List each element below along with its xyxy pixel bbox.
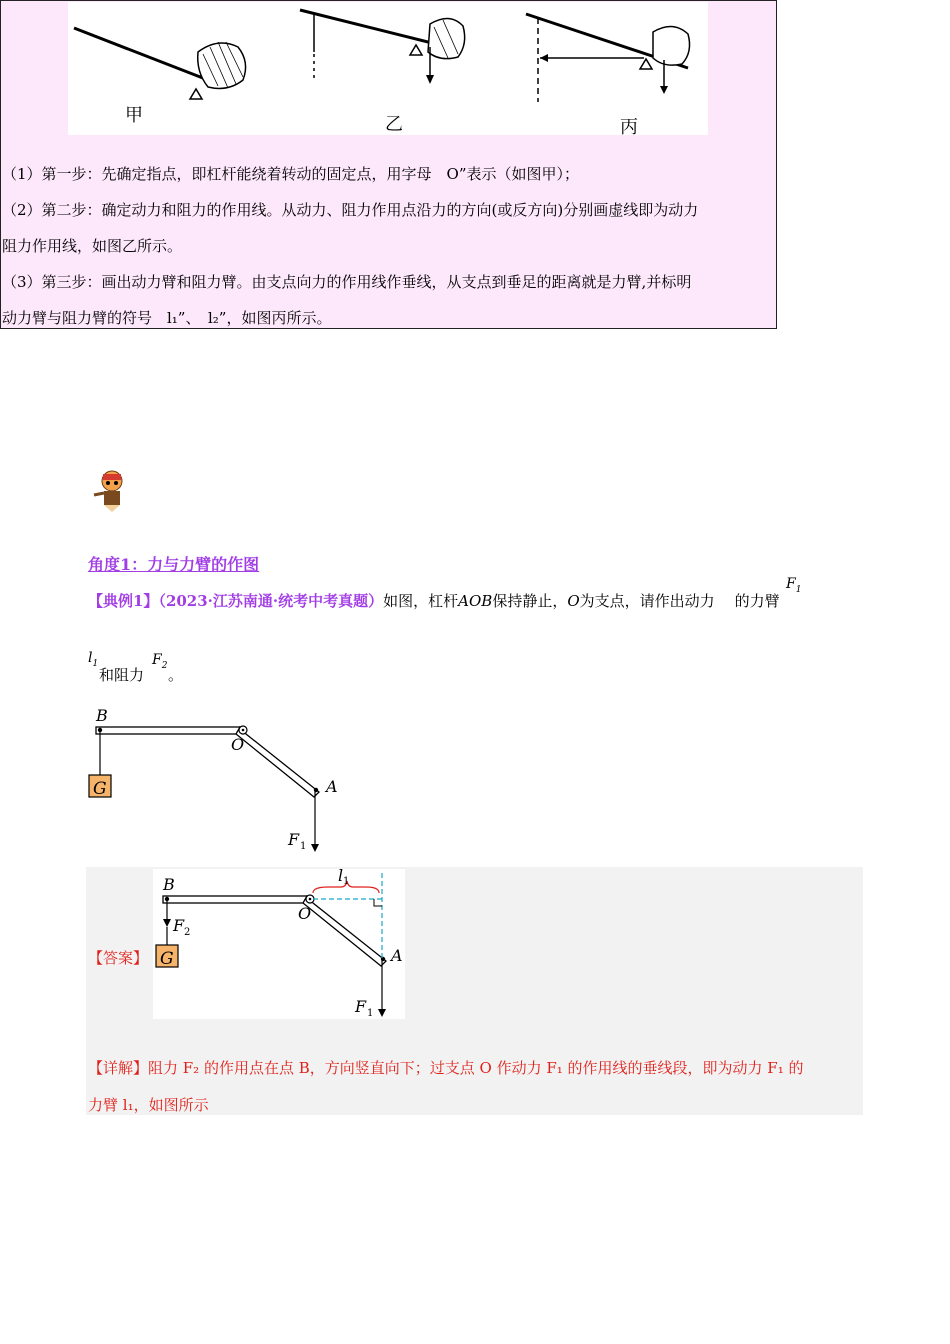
example-question	[88, 590, 780, 611]
step-3: （3）第三步：画出动力臂和阻力臂。由支点向力的作用线作垂线，从支点到垂足的距离就是力臂,并标明	[2, 273, 692, 291]
o-symbol: O	[567, 592, 580, 610]
fulcrum-triangle	[410, 45, 422, 55]
figure-jia	[74, 28, 246, 99]
svg-text:1: 1	[343, 876, 350, 887]
question-text: 保持静止，	[492, 592, 568, 610]
question-line2: 和阻力 。	[99, 666, 184, 684]
f2-arrowhead	[426, 75, 434, 84]
svg-text:G: G	[160, 949, 174, 969]
pencil-mascot-icon	[90, 465, 132, 513]
answer-figure	[153, 869, 405, 1019]
svg-text:B: B	[163, 875, 175, 894]
right-angle-mark	[374, 899, 382, 906]
svg-text:1: 1	[367, 1008, 374, 1019]
question-text: 为支点，请作出动力	[579, 592, 715, 610]
figure-yi	[300, 10, 465, 84]
label-a: A	[326, 777, 338, 796]
svg-text:l: l	[338, 869, 344, 885]
lever-oa	[236, 727, 319, 797]
question-figure	[86, 700, 356, 860]
f2-arrowhead	[660, 86, 668, 94]
label-b: B	[96, 706, 108, 725]
label-g: G	[93, 779, 107, 799]
svg-text:1: 1	[300, 841, 307, 852]
svg-text:A: A	[391, 946, 403, 965]
detail-line-1: 【详解】阻力 F₂ 的作用点在点 B，方向竖直向下；过支点 O 作动力 F₁ 的作用线的垂线段，即为动力 F₁ 的	[88, 1059, 804, 1077]
question-text: 的力臂	[734, 592, 780, 610]
f1-arrowhead	[311, 844, 319, 852]
intro-box	[0, 0, 777, 329]
figure-bing	[526, 14, 690, 102]
svg-text:O: O	[298, 904, 312, 923]
question-text: 如图，杠杆	[383, 592, 459, 610]
f1-symbol: $F_1$	[786, 576, 802, 595]
l1-symbol: $l_1$	[88, 650, 99, 669]
aob-symbol: AOB	[458, 592, 493, 610]
svg-text:2: 2	[184, 927, 191, 938]
step-3-cont: 动力臂与阻力臂的符号 l₁”、 l₂”，如图丙所示。	[2, 309, 332, 327]
example-tag: 【典例1】	[88, 592, 159, 610]
step-2: （2）第二步：确定动力和阻力的作用线。从动力、阻力作用点沿力的方向(或反方向)分别画虚线即为动力	[2, 201, 699, 219]
label-bing: 丙	[620, 117, 638, 138]
stone	[653, 26, 690, 65]
f2-arrowhead	[163, 919, 171, 927]
step-2-cont: 阻力作用线，如图乙所示。	[2, 237, 183, 255]
label-o: O	[231, 735, 245, 754]
answer-label: 【答案】	[88, 949, 149, 967]
label-f1: F	[288, 830, 300, 849]
answer-box	[86, 867, 863, 1115]
svg-text:F: F	[355, 997, 367, 1016]
fulcrum-triangle	[640, 59, 652, 69]
step-1: （1）第一步：先确定指点，即杠杆能绕着转动的固定点，用字母 O”表示（如图甲）；	[2, 165, 580, 183]
section-title: 角度1：力与力臂的作图	[88, 555, 260, 574]
fulcrum-triangle	[190, 89, 202, 99]
lever-bo	[96, 727, 244, 734]
f2-symbol: $F_2$	[152, 652, 168, 671]
l1-arrowhead	[540, 54, 548, 62]
detail-line-2: 力臂 l₁，如图所示	[88, 1096, 209, 1114]
svg-text:F: F	[173, 916, 185, 935]
example-source: （2023·江苏南通·统考中考真题）	[158, 592, 384, 610]
label-yi: 乙	[385, 114, 403, 135]
stone	[428, 18, 465, 58]
label-jia: 甲	[125, 105, 143, 126]
